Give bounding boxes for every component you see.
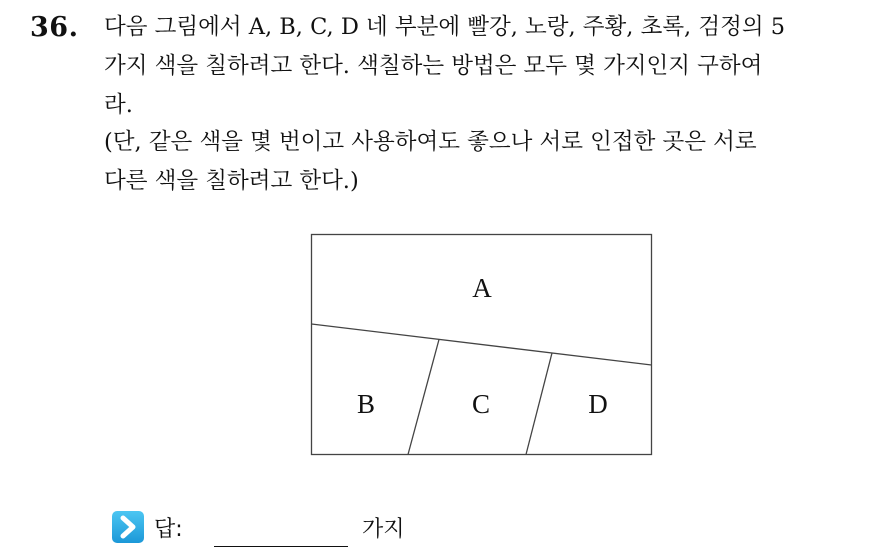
question-line-4: (단, 같은 색을 몇 번이고 사용하여도 좋으나 서로 인접한 곳은 서로: [104, 129, 757, 155]
answer-label: 답:: [154, 517, 183, 542]
question-line-3: 라.: [104, 92, 133, 118]
answer-blank[interactable]: [214, 546, 348, 547]
region-label-d: D: [588, 389, 608, 419]
question-line-1: 다음 그림에서 A, B, C, D 네 부분에 빨강, 노랑, 주황, 초록, 검정의 5: [104, 14, 786, 40]
region-label-a: A: [472, 273, 492, 303]
region-label-b: B: [356, 389, 376, 419]
question-line-5: 다른 색을 칠하려고 한다.): [104, 168, 359, 194]
question-number: 36.: [30, 12, 79, 43]
chevron-right-icon: [112, 511, 144, 543]
question-line-2: 가지 색을 칠하려고 한다. 색칠하는 방법은 모두 몇 가지인지 구하여: [104, 53, 763, 79]
answer-unit: 가지: [362, 517, 405, 542]
region-label-c: C: [471, 389, 491, 419]
